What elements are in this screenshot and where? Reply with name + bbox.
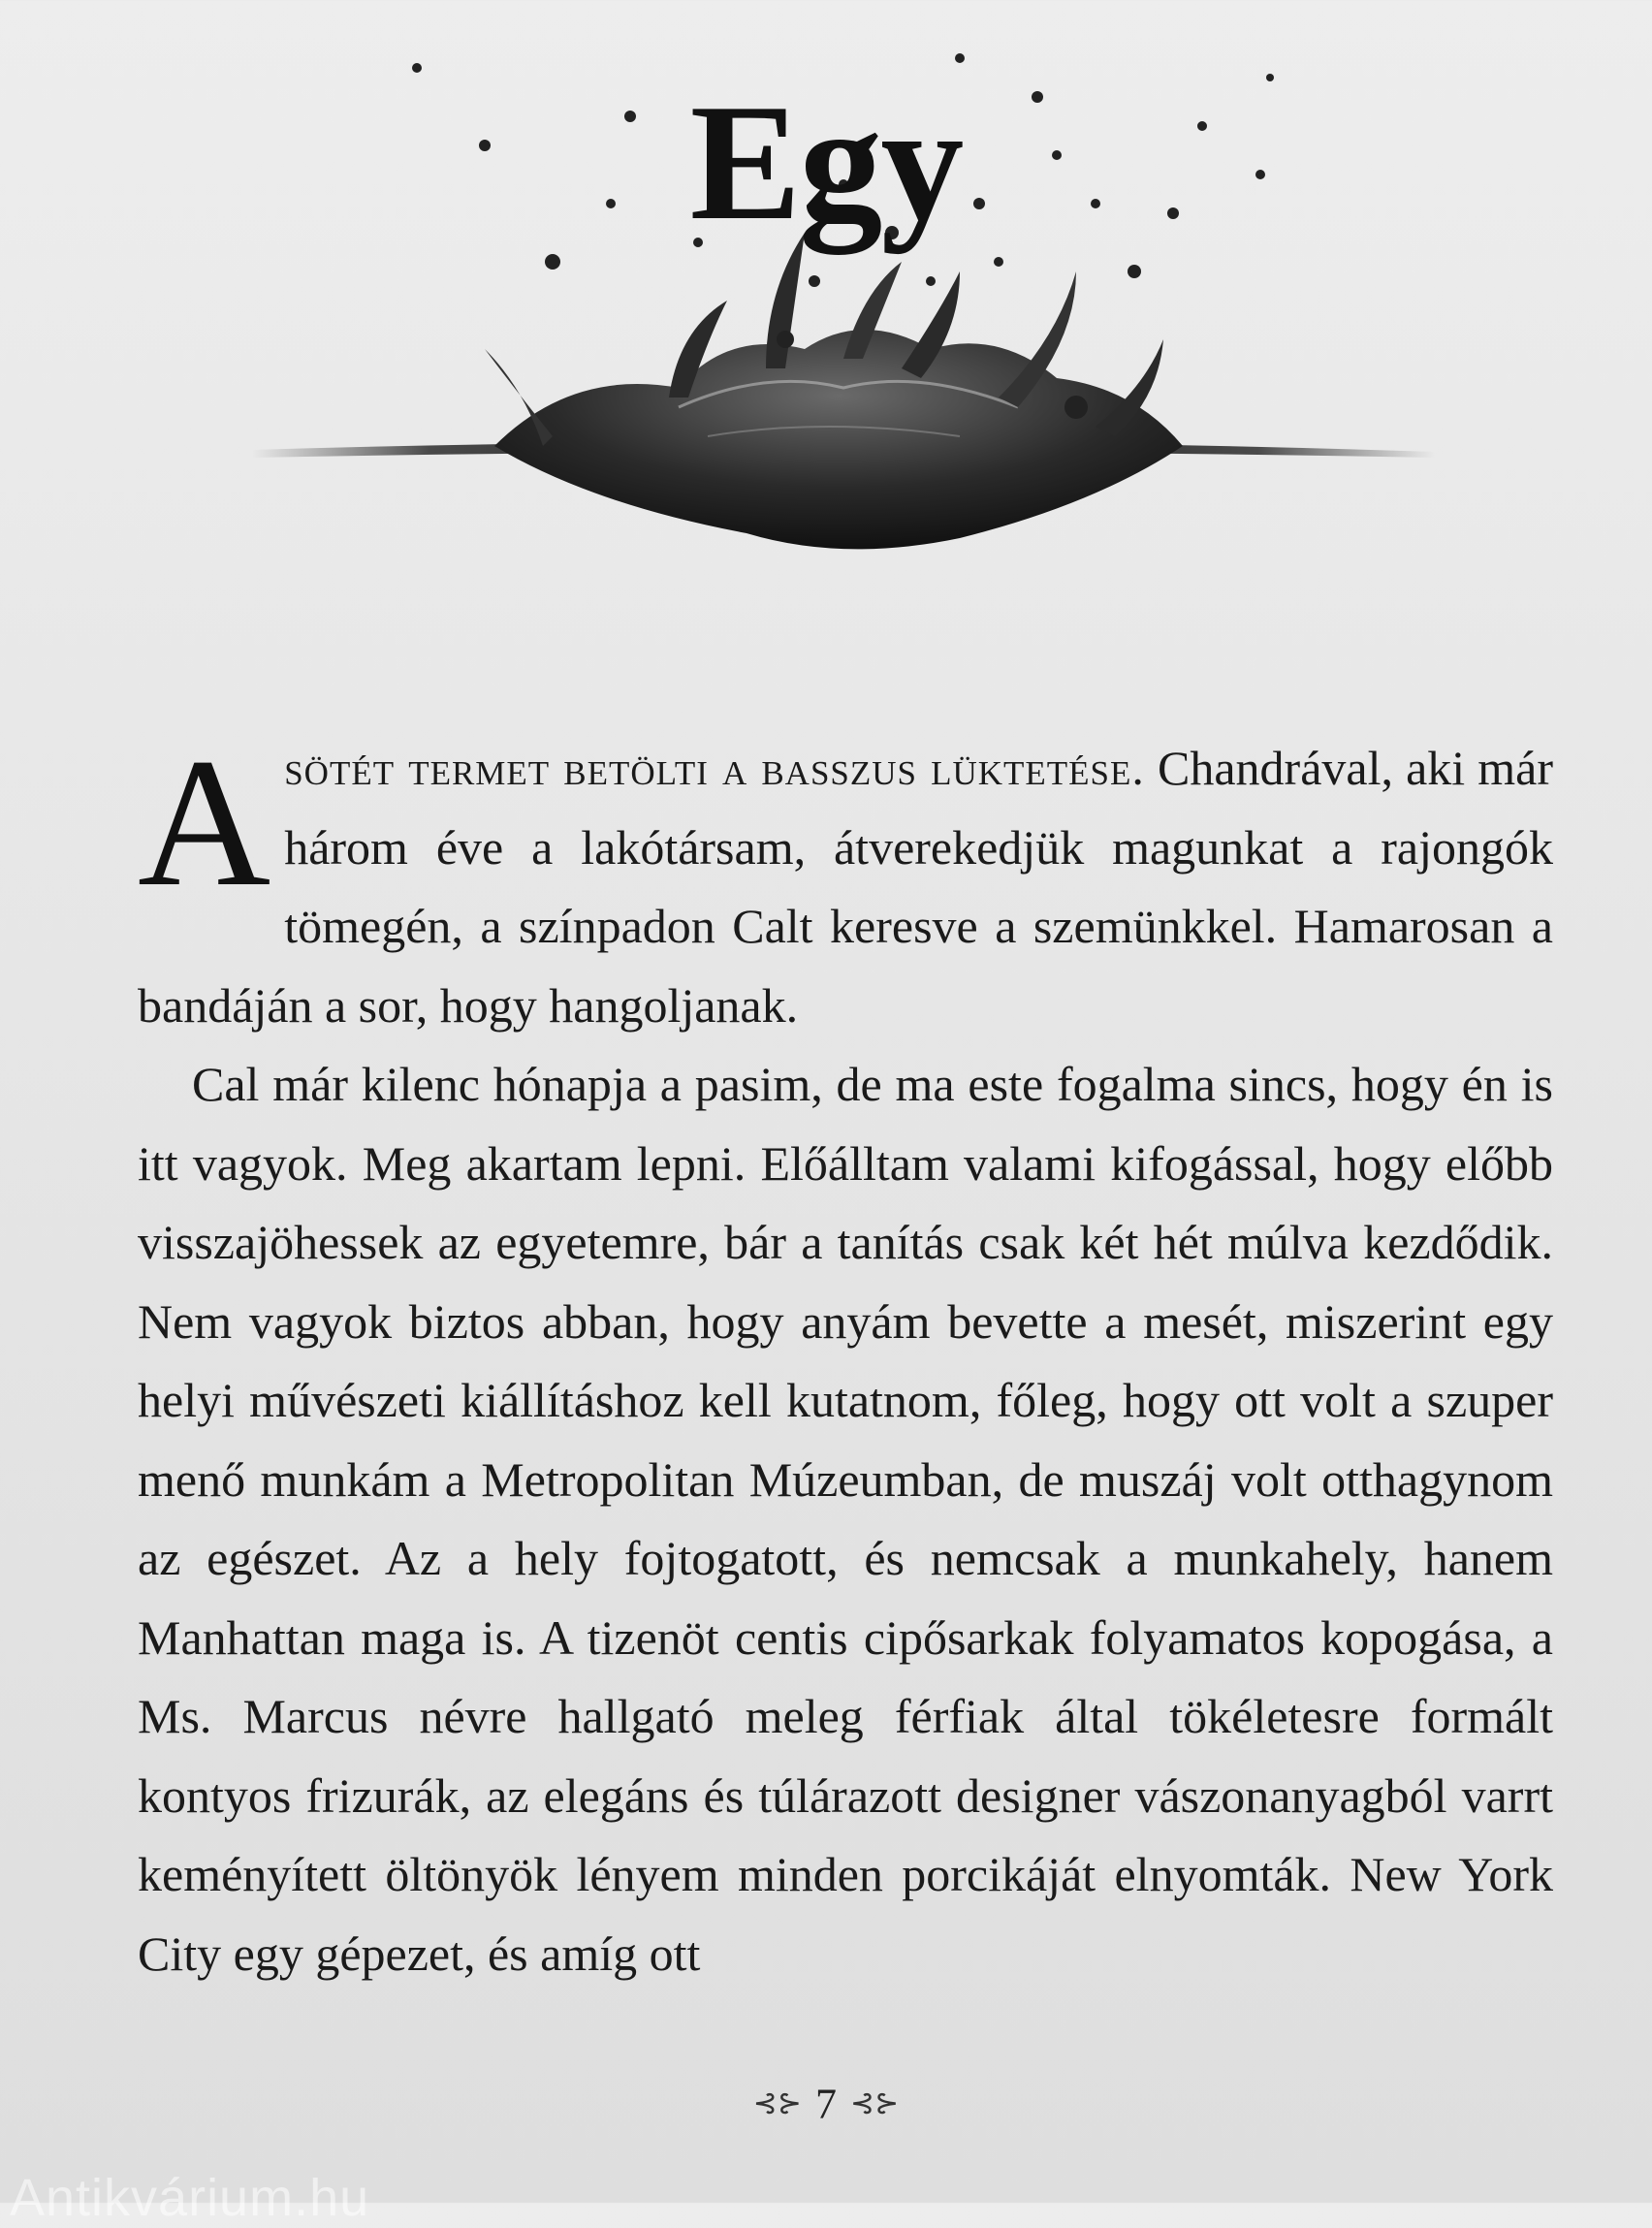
page-footer bbox=[0, 2075, 1652, 2128]
paragraph-text: Chandrával, aki már három éve a lakótársam, átverekedjük magunkat a rajongók tömegén, a színpadon Calt keresve a szemünkkel. Hamarosan a bandáján a sor, hogy hangoljanak. bbox=[138, 741, 1553, 1033]
paragraph: Cal már kilenc hónapja a pasim, de ma este fogalma sincs, hogy én is itt vagyok. Meg akartam lepni. Előálltam valami kifogással, hogy előbb visszajöhessek az egyetemre, bár a tanítás csak két hét múlva kezdődik. Nem vagyok biztos abban, hogy anyám bevette a mesét, miszerint egy helyi művészeti kiállításhoz kell kutatnom, főleg, hogy ott volt a szuper menő munkám a Metropolitan Múzeumban, de muszáj volt otthagynom az egészet. Az a hely fojtogatott, és nemcsak a munkahely, hanem Manhattan maga is. A tizenöt centis cipősarkak folyamatos kopogása, a Ms. Marcus névre hallgató meleg férfiak által tökéletesre formált kontyos frizurák, az elegáns és túlárazott designer vászonanyagból varrt keményített öltönyök lényem minden porcikáját elnyomták. New York City egy gépezet, és amíg ott bbox=[138, 1057, 1553, 1981]
chapter-title: Egy bbox=[689, 71, 963, 255]
drop-cap: A bbox=[138, 721, 271, 925]
page-number: 7 bbox=[815, 2080, 837, 2128]
ornament-left-icon: ⊰⊱ bbox=[752, 2087, 802, 2120]
body-text bbox=[138, 721, 1553, 1993]
ornament-right-icon: ⊰⊱ bbox=[850, 2087, 900, 2120]
watermark: Antikvárium.hu bbox=[10, 2169, 370, 2227]
smallcaps-lead: sötét termet betölti a basszus lüktetése. bbox=[284, 741, 1145, 795]
paragraph bbox=[138, 721, 1553, 1045]
